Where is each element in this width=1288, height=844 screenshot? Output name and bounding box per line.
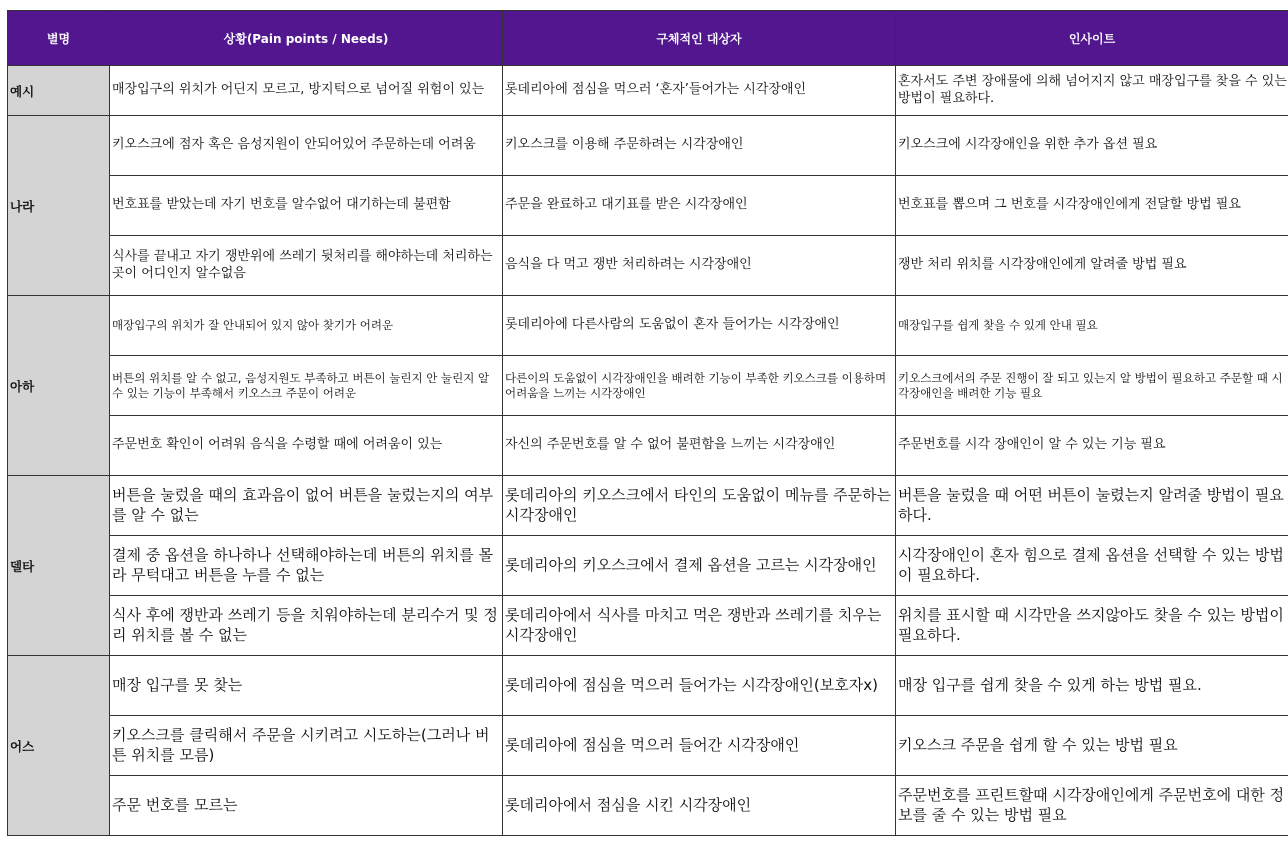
table-row (8, 296, 1288, 356)
target-cell: 롯데리아에 점심을 먹으러 들어간 시각장애인 (503, 716, 896, 776)
table-row (8, 596, 1288, 656)
target-cell: 음식을 다 먹고 쟁반 처리하려는 시각장애인 (503, 236, 896, 296)
insight-cell: 키오스크에서의 주문 진행이 잘 되고 있는지 알 방법이 필요하고 주문할 때 시각장애인을 배려한 기능 필요 (896, 356, 1288, 416)
insight-cell: 매장입구를 쉽게 찾을 수 있게 안내 필요 (896, 296, 1288, 356)
target-cell: 롯데리아에서 점심을 시킨 시각장애인 (503, 776, 896, 836)
target-cell: 롯데리아의 키오스크에서 타인의 도움없이 메뉴를 주문하는 시각장애인 (503, 476, 896, 536)
situation-cell: 버튼을 눌렀을 때의 효과음이 없어 버튼을 눌렀는지의 여부를 알 수 없는 (110, 476, 503, 536)
insight-cell: 쟁반 처리 위치를 시각장애인에게 알려줄 방법 필요 (896, 236, 1288, 296)
group-label: 나라 (8, 116, 110, 296)
table-row (8, 656, 1288, 716)
insight-cell: 키오스크에 시각장애인을 위한 추가 옵션 필요 (896, 116, 1288, 176)
table-row (8, 716, 1288, 776)
table-row (8, 66, 1288, 116)
situation-cell: 버튼의 위치를 알 수 없고, 음성지원도 부족하고 버튼이 눌린지 안 눌린지 알 수 있는 기능이 부족해서 키오스크 주문이 어려운 (110, 356, 503, 416)
insight-cell: 혼자서도 주변 장애물에 의해 넘어지지 않고 매장입구를 찾을 수 있는 방법이 필요하다. (896, 66, 1288, 116)
situation-cell: 결제 중 옵션을 하나하나 선택해야하는데 버튼의 위치를 몰라 무턱대고 버튼을 누를 수 없는 (110, 536, 503, 596)
situation-cell: 식사를 끝내고 자기 쟁반위에 쓰레기 뒷처리를 해야하는데 처리하는 곳이 어디인지 알수없음 (110, 236, 503, 296)
situation-cell: 주문번호 확인이 어려워 음식을 수령할 때에 어려움이 있는 (110, 416, 503, 476)
situation-cell: 매장입구의 위치가 어딘지 모르고, 방지턱으로 넘어질 위험이 있는 (110, 66, 503, 116)
needs-table (7, 10, 1288, 836)
insight-cell: 주문번호를 프린트할때 시각장애인에게 주문번호에 대한 정보를 줄 수 있는 방법 필요 (896, 776, 1288, 836)
insight-cell: 주문번호를 시각 장애인이 알 수 있는 기능 필요 (896, 416, 1288, 476)
situation-cell: 주문 번호를 모르는 (110, 776, 503, 836)
table-row (8, 116, 1288, 176)
target-cell: 롯데리아에 점심을 먹으러 들어가는 시각장애인(보호자x) (503, 656, 896, 716)
table-row (8, 536, 1288, 596)
table-row (8, 776, 1288, 836)
target-cell: 롯데리아에서 식사를 마치고 먹은 쟁반과 쓰레기를 치우는 시각장애인 (503, 596, 896, 656)
insight-cell: 버튼을 눌렀을 때 어떤 버튼이 눌렸는지 알려줄 방법이 필요하다. (896, 476, 1288, 536)
header-group: 별명 (8, 11, 110, 66)
situation-cell: 매장입구의 위치가 잘 안내되어 있지 않아 찾기가 어려운 (110, 296, 503, 356)
table-row (8, 356, 1288, 416)
situation-cell: 매장 입구를 못 찾는 (110, 656, 503, 716)
insight-cell: 번호표를 뽑으며 그 번호를 시각장애인에게 전달할 방법 필요 (896, 176, 1288, 236)
insight-cell: 시각장애인이 혼자 힘으로 결제 옵션을 선택할 수 있는 방법이 필요하다. (896, 536, 1288, 596)
table-row (8, 416, 1288, 476)
header-row (8, 11, 1288, 66)
insight-cell: 위치를 표시할 때 시각만을 쓰지않아도 찾을 수 있는 방법이 필요하다. (896, 596, 1288, 656)
table-row (8, 236, 1288, 296)
target-cell: 키오스크를 이용해 주문하려는 시각장애인 (503, 116, 896, 176)
table-row (8, 176, 1288, 236)
group-label: 아하 (8, 296, 110, 476)
table-row (8, 476, 1288, 536)
target-cell: 롯데리아에 점심을 먹으러 ‘혼자’들어가는 시각장애인 (503, 66, 896, 116)
target-cell: 주문을 완료하고 대기표를 받은 시각장애인 (503, 176, 896, 236)
header-target: 구체적인 대상자 (503, 11, 896, 66)
target-cell: 롯데리아에 다른사람의 도움없이 혼자 들어가는 시각장애인 (503, 296, 896, 356)
header-situation: 상황(Pain points / Needs) (110, 11, 503, 66)
insight-cell: 키오스크 주문을 쉽게 할 수 있는 방법 필요 (896, 716, 1288, 776)
target-cell: 자신의 주문번호를 알 수 없어 불편함을 느끼는 시각장애인 (503, 416, 896, 476)
situation-cell: 번호표를 받았는데 자기 번호를 알수없어 대기하는데 불편함 (110, 176, 503, 236)
situation-cell: 키오스크에 점자 혹은 음성지원이 안되어있어 주문하는데 어려움 (110, 116, 503, 176)
target-cell: 다른이의 도움없이 시각장애인을 배려한 기능이 부족한 키오스크를 이용하며 어려움을 느끼는 시각장애인 (503, 356, 896, 416)
group-label: 예시 (8, 66, 110, 116)
header-insight: 인사이트 (896, 11, 1288, 66)
group-label: 어스 (8, 656, 110, 836)
group-label: 델타 (8, 476, 110, 656)
insight-cell: 매장 입구를 쉽게 찾을 수 있게 하는 방법 필요. (896, 656, 1288, 716)
target-cell: 롯데리아의 키오스크에서 결제 옵션을 고르는 시각장애인 (503, 536, 896, 596)
situation-cell: 식사 후에 쟁반과 쓰레기 등을 치워야하는데 분리수거 및 정리 위치를 볼 수 없는 (110, 596, 503, 656)
situation-cell: 키오스크를 클릭해서 주문을 시키려고 시도하는(그러나 버튼 위치를 모름) (110, 716, 503, 776)
